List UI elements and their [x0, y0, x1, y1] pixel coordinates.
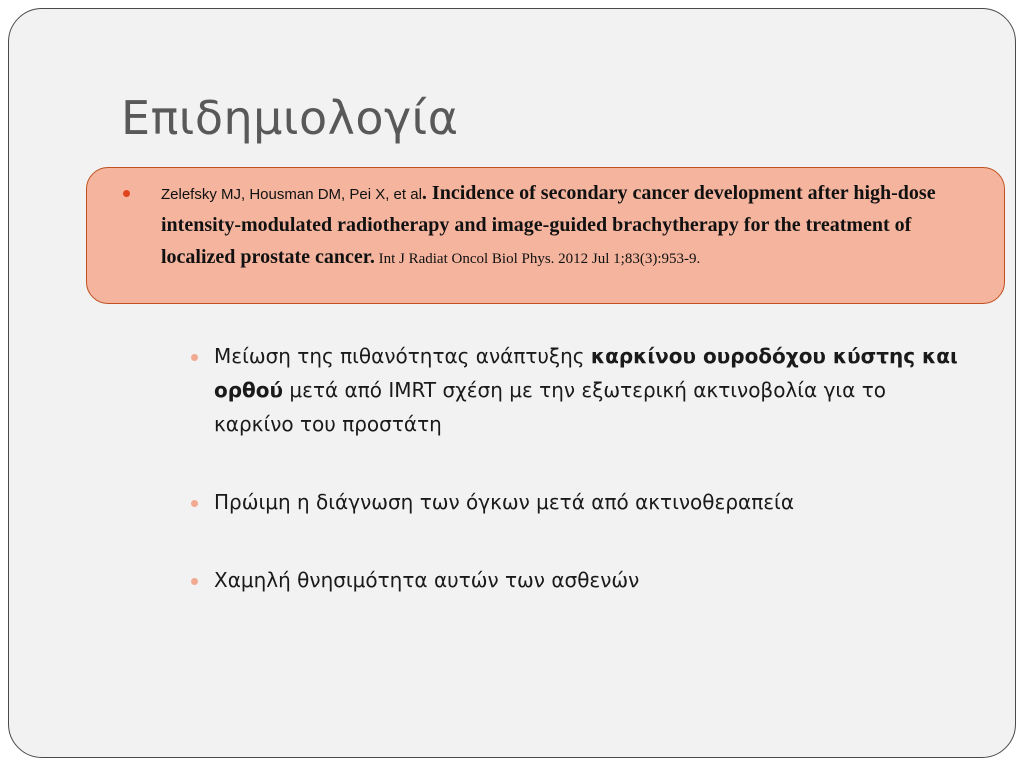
- list-item: [191, 339, 961, 441]
- reference-bullet-icon: [123, 190, 130, 197]
- slide-title: Επιδημιολογία: [121, 91, 459, 145]
- bullet-text: Χαμηλή θνησιμότητα αυτών των ασθενών: [214, 568, 640, 592]
- list-item: [191, 563, 961, 597]
- bullet-dot-icon: [191, 500, 198, 507]
- list-item: [191, 485, 961, 519]
- slide-frame: [8, 8, 1016, 758]
- bullet-dot-icon: [191, 578, 198, 585]
- reference-journal: Int J Radiat Oncol Biol Phys. 2012 Jul 1;83(3):953-9.: [374, 251, 701, 267]
- bullet-bold-text: καρκίνου ουροδόχου κύστης και ορθού: [214, 344, 958, 402]
- bullet-text: Μείωση της πιθανότητας ανάπτυξης: [214, 344, 591, 368]
- bullet-list: [191, 339, 961, 597]
- bullet-text: μετά από IMRT σχέση με την εξωτερική ακτινοβολία για το καρκίνο του προστάτη: [214, 378, 886, 436]
- reference-box: [86, 167, 1005, 304]
- reference-authors: Zelefsky MJ, Housman DM, Pei X, et al: [161, 186, 422, 203]
- reference-text: [161, 178, 987, 274]
- reference-article-title: . Incidence of secondary cancer development after high-dose intensity-modulated radiotherapy and image-guided brachytherapy for the treatment of localized prostate cancer.: [161, 182, 936, 268]
- bullet-text: Πρώιμη η διάγνωση των όγκων μετά από ακτινοθεραπεία: [214, 490, 794, 514]
- bullet-dot-icon: [191, 354, 198, 361]
